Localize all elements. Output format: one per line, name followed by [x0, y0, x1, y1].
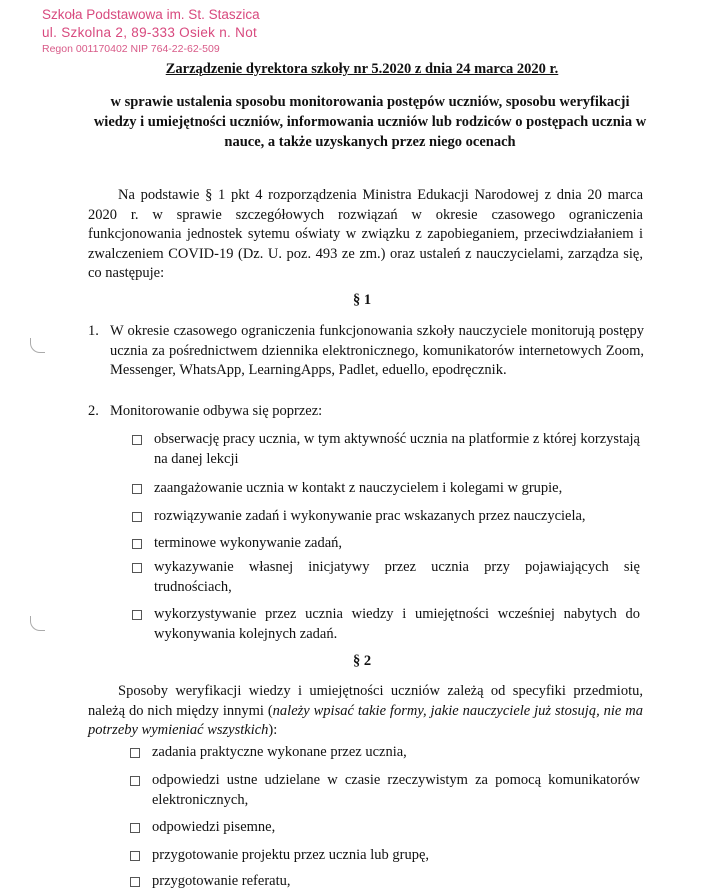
stamp-line-1: Szkoła Podstawowa im. St. Staszica [42, 7, 260, 22]
list-item: zadania praktyczne wykonane przez ucznia, [130, 743, 640, 763]
list-item: obserwację pracy ucznia, w tym aktywność ucznia na platformie z której korzystają na danej lekcji [132, 430, 640, 469]
italic-note: należy wpisać takie formy, jakie nauczyciele już stosują, nie ma potrzeby wymieniać wszystkich [88, 702, 643, 738]
list-item: terminowe wykonywanie zadań, [132, 534, 640, 554]
school-stamp [42, 6, 260, 57]
checkbox-bullet-icon [130, 776, 140, 786]
list-item: wykazywanie własnej inicjatywy przez ucznia przy pojawiających się trudnościach, [132, 558, 640, 597]
section-1-heading: § 1 [352, 292, 372, 308]
section-1-item-2 [88, 402, 644, 422]
item-number: 1. [88, 323, 99, 339]
stamp-line-2: ul. Szkolna 2, 89-333 Osiek n. Not [42, 25, 258, 41]
checkbox-bullet-icon [132, 610, 142, 620]
checkbox-bullet-icon [130, 851, 140, 861]
section-2-intro: Sposoby weryfikacji wiedzy i umiejętności uczniów zależą od specyfiki przedmiotu, należą do nich między innymi (należy wpisać takie formy, jakie nauczyciele już stosują, nie ma potrzeby wymieniać wszystkich): [88, 683, 643, 738]
list-item: wykorzystywanie przez ucznia wiedzy i umiejętności wcześniej nabytych do wykonywania kolejnych zadań. [132, 605, 640, 644]
binder-hole-mark [30, 616, 45, 631]
binder-hole-mark [30, 338, 45, 353]
list-item: przygotowanie referatu, [130, 872, 640, 892]
item-number: 2. [88, 403, 99, 419]
item-text: W okresie czasowego ograniczenia funkcjonowania szkoły nauczyciele monitorują postępy ucznia za pośrednictwem dziennika elektronicznego, komunikatorów internetowych Zoom, Messenger, WhatsApp, LearningApps, Padlet, eduello, epodręcznik. [110, 323, 644, 378]
document-title: Zarządzenie dyrektora szkoły nr 5.2020 z dnia 24 marca 2020 r. [165, 61, 559, 77]
checkbox-bullet-icon [132, 435, 142, 445]
list-item: rozwiązywanie zadań i wykonywanie prac wskazanych przez nauczyciela, [132, 507, 640, 527]
checkbox-bullet-icon [132, 539, 142, 549]
item-text: Monitorowanie odbywa się poprzez: [110, 403, 323, 419]
checkbox-bullet-icon [130, 823, 140, 833]
document-subtitle: w sprawie ustalenia sposobu monitorowania postępów uczniów, sposobu weryfikacji wiedzy i umiejętności uczniów, informowania uczniów lub rodziców o postępach ucznia w nauce, a także uzyskanych przez niego ocenach [93, 94, 647, 150]
intro-paragraph: Na podstawie § 1 pkt 4 rozporządzenia Ministra Edukacji Narodowej z dnia 20 marca 2020 r. w sprawie szczegółowych rozwiązań w okresie czasowego ograniczenia funkcjonowania jednostek sytemu oświaty w związku z zapobieganiem, przeciwdziałaniem i zwalczeniem COVID-19 (Dz. U. poz. 493 ze zm.) oraz ustaleń z nauczycielami, zarządza się, co następuje: [88, 187, 643, 281]
list-item: odpowiedzi ustne udzielane w czasie rzeczywistym za pomocą komunikatorów elektronicznych, [130, 771, 640, 810]
section-1-item-1 [88, 322, 644, 381]
checkbox-bullet-icon [132, 512, 142, 522]
stamp-line-3: Regon 001170402 NIP 764-22-62-509 [42, 43, 220, 56]
checkbox-bullet-icon [132, 484, 142, 494]
checkbox-bullet-icon [130, 877, 140, 887]
checkbox-bullet-icon [132, 563, 142, 573]
list-item: odpowiedzi pisemne, [130, 818, 640, 838]
list-item: przygotowanie projektu przez ucznia lub grupę, [130, 846, 640, 866]
checkbox-bullet-icon [130, 748, 140, 758]
section-2-heading: § 2 [352, 653, 372, 669]
list-item: zaangażowanie ucznia w kontakt z nauczycielem i kolegami w grupie, [132, 479, 640, 499]
